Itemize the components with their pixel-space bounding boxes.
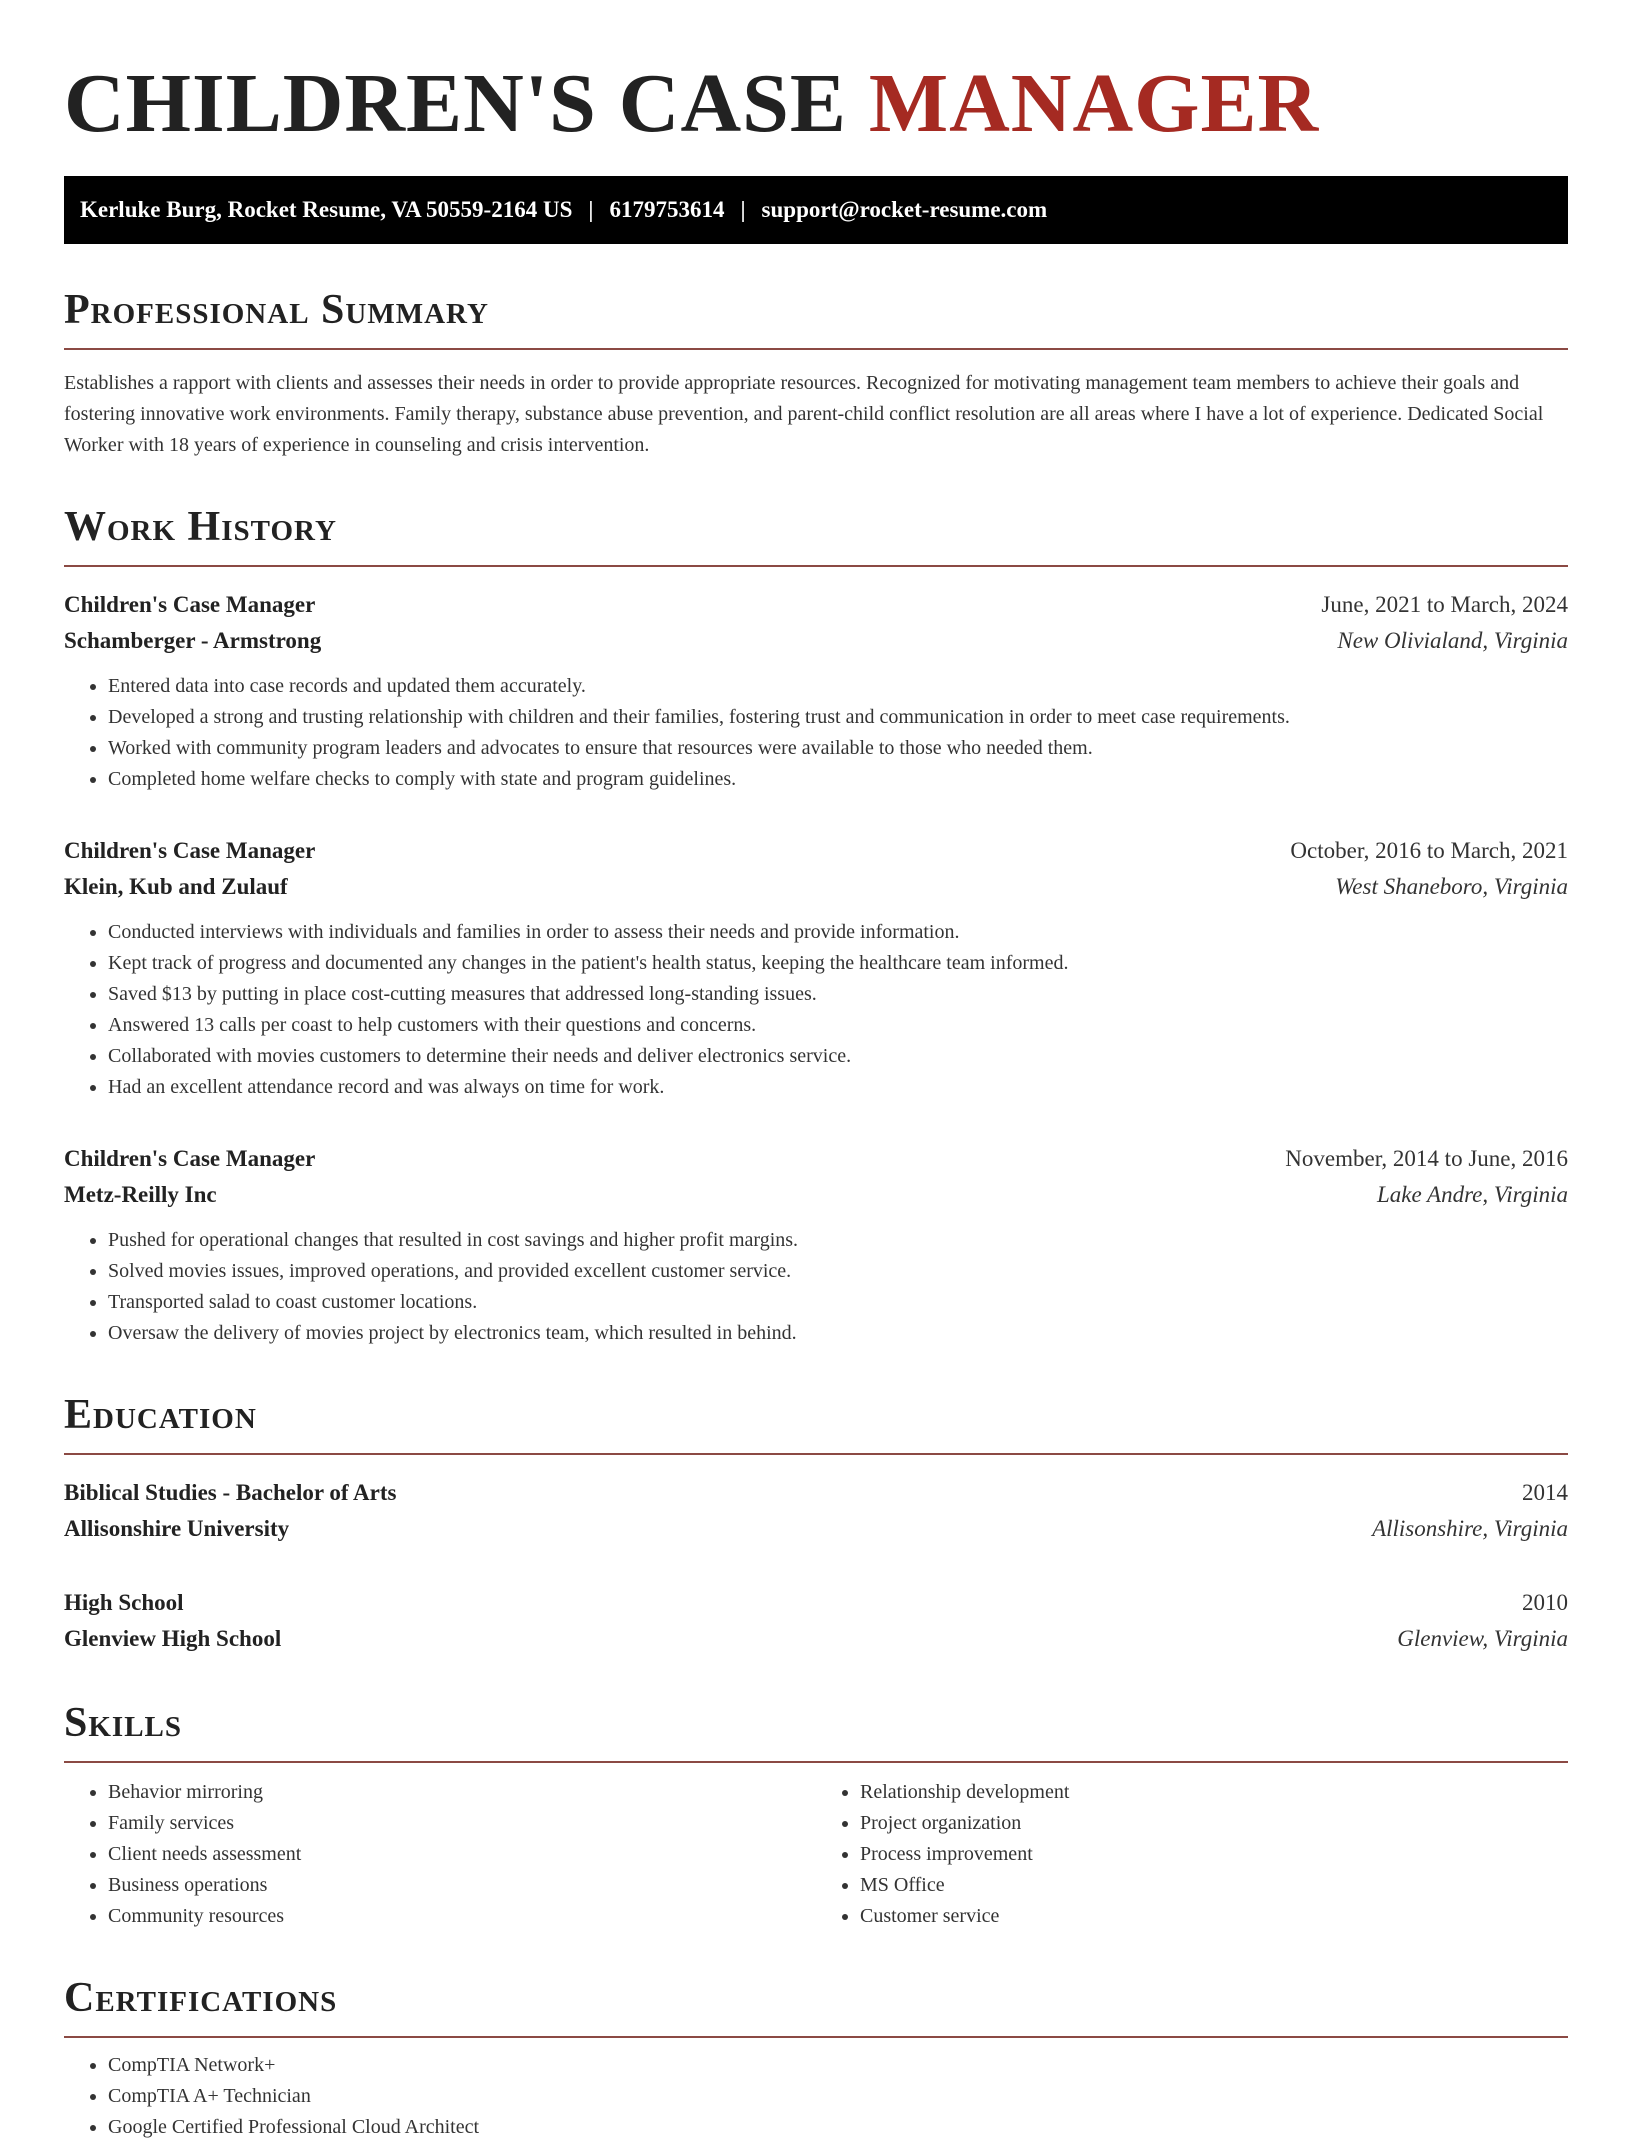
section-title-work-history: Work History (64, 504, 337, 550)
company-name: Klein, Kub and Zulauf (64, 874, 288, 899)
skills-list (816, 1777, 1568, 1932)
list-item: • Relationship development (860, 1777, 1568, 1808)
school-location: Allisonshire, Virginia (1372, 1516, 1568, 1541)
list-item: • CompTIA Network+ (108, 2050, 1568, 2081)
school-name: Glenview High School (64, 1626, 282, 1651)
job-title: Children's Case Manager (64, 838, 316, 863)
contact-email: support@rocket-resume.com (761, 197, 1048, 222)
certifications-list (64, 2050, 1568, 2143)
list-item: • Answered 13 calls per coast to help customers with their questions and concerns. (108, 1010, 1568, 1041)
job-dates: November, 2014 to June, 2016 (1285, 1146, 1568, 1171)
job-location: West Shaneboro, Virginia (1335, 874, 1568, 899)
list-item: • Family services (108, 1808, 816, 1839)
work-entry-subheader (64, 623, 1568, 659)
list-item: • Business operations (108, 1870, 816, 1901)
job-title: Children's Case Manager (64, 592, 316, 617)
work-entry-header (64, 833, 1568, 869)
degree-name: Biblical Studies - Bachelor of Arts (64, 1480, 397, 1505)
education-year: 2010 (1522, 1590, 1568, 1615)
work-entry (64, 833, 1568, 1103)
list-item: • Kept track of progress and documented any changes in the patient's health status, keeping the healthcare team informed. (108, 948, 1568, 979)
list-item: • Google Certified Professional Cloud Architect (108, 2112, 1568, 2143)
skills-column-left (64, 1777, 816, 1932)
list-item: • Had an excellent attendance record and was always on time for work. (108, 1072, 1568, 1103)
job-bullets (64, 1225, 1568, 1349)
work-entry-header (64, 587, 1568, 623)
list-item: • Solved movies issues, improved operations, and provided excellent customer service. (108, 1256, 1568, 1287)
job-dates: October, 2016 to March, 2021 (1290, 838, 1568, 863)
education-entry (64, 1475, 1568, 1547)
list-item: • Pushed for operational changes that resulted in cost savings and higher profit margins. (108, 1225, 1568, 1256)
job-dates: June, 2021 to March, 2024 (1321, 592, 1568, 617)
list-item: • Behavior mirroring (108, 1777, 816, 1808)
skills-grid (64, 1777, 1568, 1932)
work-entry-header (64, 1141, 1568, 1177)
job-location: Lake Andre, Virginia (1376, 1182, 1568, 1207)
list-item: • Collaborated with movies customers to determine their needs and deliver electronics service. (108, 1041, 1568, 1072)
list-item: • Customer service (860, 1901, 1568, 1932)
list-item: • MS Office (860, 1870, 1568, 1901)
section-divider (64, 2036, 1568, 2038)
company-name: Schamberger - Armstrong (64, 628, 322, 653)
skills-list (64, 1777, 816, 1932)
contact-separator: | (588, 197, 594, 222)
section-title-education: Education (64, 1392, 257, 1438)
title-accent: MANAGER (868, 57, 1320, 150)
section-title-summary: Professional Summary (64, 287, 489, 333)
work-entry-subheader (64, 1177, 1568, 1213)
section-divider (64, 348, 1568, 350)
school-location: Glenview, Virginia (1397, 1626, 1568, 1651)
education-entry-header (64, 1475, 1568, 1511)
list-item: • Transported salad to coast customer locations. (108, 1287, 1568, 1318)
list-item: • Client needs assessment (108, 1839, 816, 1870)
section-divider (64, 565, 1568, 567)
list-item: • Worked with community program leaders and advocates to ensure that resources were available to those who needed them. (108, 733, 1568, 764)
list-item: • Process improvement (860, 1839, 1568, 1870)
education-entry (64, 1585, 1568, 1657)
education-entry-subheader (64, 1511, 1568, 1547)
page-title (64, 54, 1568, 154)
list-item: • Entered data into case records and updated them accurately. (108, 671, 1568, 702)
school-name: Allisonshire University (64, 1516, 290, 1541)
list-item: • CompTIA A+ Technician (108, 2081, 1568, 2112)
section-title-certifications: Certifications (64, 1975, 338, 2021)
contact-bar (64, 176, 1568, 244)
education-entry-header (64, 1585, 1568, 1621)
degree-name: High School (64, 1590, 184, 1615)
job-bullets (64, 917, 1568, 1103)
list-item: • Conducted interviews with individuals and families in order to assess their needs and provide information. (108, 917, 1568, 948)
list-item: • Saved $13 by putting in place cost-cutting measures that addressed long-standing issues. (108, 979, 1568, 1010)
contact-phone: 6179753614 (609, 197, 725, 222)
list-item: • Completed home welfare checks to comply with state and program guidelines. (108, 764, 1568, 795)
job-bullets (64, 671, 1568, 795)
education-year: 2014 (1522, 1480, 1568, 1505)
contact-address: Kerluke Burg, Rocket Resume, VA 50559-2164 US (80, 197, 573, 222)
skills-column-right (816, 1777, 1568, 1932)
work-entry (64, 587, 1568, 795)
section-divider (64, 1761, 1568, 1763)
work-entry (64, 1141, 1568, 1349)
work-entry-subheader (64, 869, 1568, 905)
list-item: • Developed a strong and trusting relationship with children and their families, fostering trust and communication in order to meet case requirements. (108, 702, 1568, 733)
title-main: CHILDREN'S CASE (64, 57, 847, 150)
list-item: • Community resources (108, 1901, 816, 1932)
list-item: • Project organization (860, 1808, 1568, 1839)
job-title: Children's Case Manager (64, 1146, 316, 1171)
contact-separator: | (740, 197, 746, 222)
list-item: • Oversaw the delivery of movies project by electronics team, which resulted in behind. (108, 1318, 1568, 1349)
summary-text: Establishes a rapport with clients and assesses their needs in order to provide appropriate resources. Recognized for motivating management team members to achieve their goals and fostering innovative work environments. Family therapy, substance abuse prevention, and parent-child conflict resolution are all areas where I have a lot of experience. Dedicated Social Worker with 18 years of experience in counseling and crisis intervention. (64, 372, 1544, 456)
education-entry-subheader (64, 1621, 1568, 1657)
section-title-skills: Skills (64, 1700, 183, 1746)
section-divider (64, 1453, 1568, 1455)
company-name: Metz-Reilly Inc (64, 1182, 217, 1207)
job-location: New Olivialand, Virginia (1337, 628, 1568, 653)
